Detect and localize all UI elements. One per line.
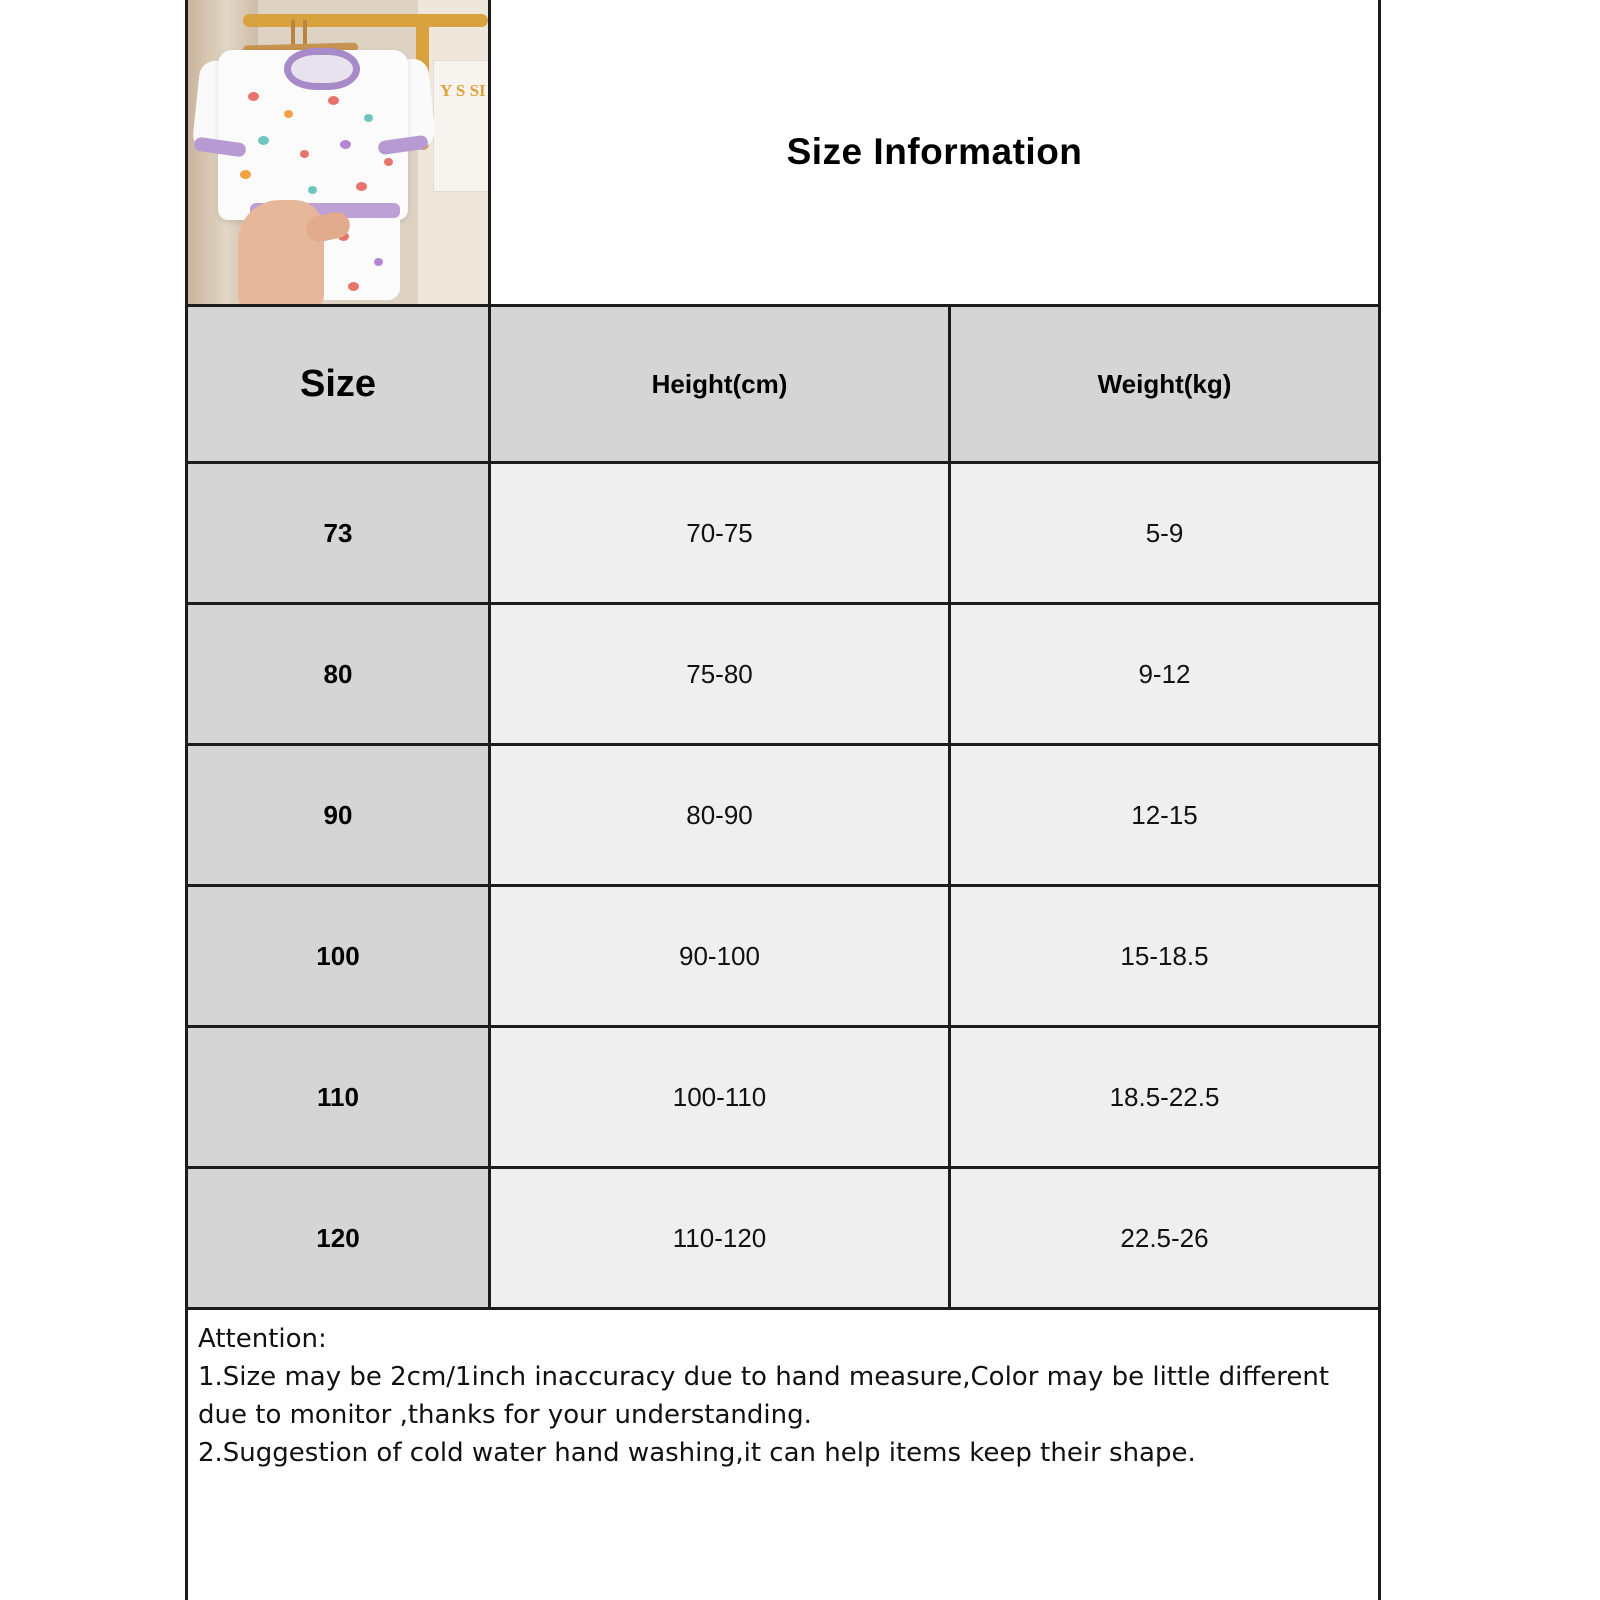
- photo-card-text: Y S SI: [440, 81, 486, 100]
- table-row: [188, 1028, 1378, 1169]
- table-header-row: [188, 307, 1378, 464]
- cell-size: [188, 605, 491, 743]
- photo-print-dot: [300, 150, 309, 158]
- photo-print-dot: [328, 96, 339, 105]
- attention-note-2: 2.Suggestion of cold water hand washing,it can help items keep their shape.: [198, 1438, 1196, 1468]
- header-label-size: Size: [299, 362, 377, 405]
- photo-print-dot: [348, 282, 359, 291]
- value-weight: 12-15: [1131, 799, 1198, 830]
- cell-height: [491, 464, 951, 602]
- photo-shirt-collar: [284, 48, 360, 90]
- cell-height: [491, 605, 951, 743]
- size-chart-sheet: [185, 0, 1381, 1600]
- photo-print-dot: [364, 114, 373, 122]
- value-weight: 9-12: [1138, 658, 1191, 689]
- cell-height: [491, 887, 951, 1025]
- cell-size: [188, 746, 491, 884]
- photo-print-dot: [248, 92, 259, 101]
- product-photo-cell: [188, 0, 491, 304]
- cell-size: [188, 1169, 491, 1307]
- value-height: 80-90: [686, 799, 753, 830]
- attention-note-1: 1.Size may be 2cm/1inch inaccuracy due to hand measure,Color may be little different due to monitor ,thanks for your understanding.: [198, 1362, 1330, 1430]
- value-height: 70-75: [686, 517, 753, 548]
- title-cell: [491, 0, 1378, 304]
- header-cell-height: [491, 307, 951, 461]
- cell-weight: [951, 605, 1378, 743]
- photo-hand: [238, 200, 324, 304]
- photo-print-dot: [258, 136, 269, 145]
- cell-size: [188, 1028, 491, 1166]
- value-weight: 15-18.5: [1120, 940, 1209, 971]
- value-weight: 22.5-26: [1120, 1222, 1209, 1253]
- value-height: 90-100: [679, 940, 760, 971]
- value-weight: 5-9: [1145, 517, 1184, 548]
- value-size: 80: [323, 658, 353, 689]
- attention-section: [188, 1312, 1378, 1472]
- header-cell-weight: [951, 307, 1378, 461]
- value-weight: 18.5-22.5: [1109, 1081, 1220, 1112]
- value-height: 75-80: [686, 658, 753, 689]
- header-cell-size: [188, 307, 491, 461]
- photo-print-dot: [384, 158, 393, 166]
- photo-print-dot: [374, 258, 383, 266]
- table-row: [188, 464, 1378, 605]
- photo-print-dot: [308, 186, 317, 194]
- photo-print-dot: [340, 140, 351, 149]
- value-size: 120: [316, 1222, 360, 1253]
- cell-height: [491, 1028, 951, 1166]
- cell-weight: [951, 746, 1378, 884]
- photo-clothes-rail: [243, 14, 488, 27]
- value-height: 110-120: [672, 1222, 767, 1253]
- photo-print-dot: [284, 110, 293, 118]
- page-title: Size Information: [786, 131, 1083, 172]
- photo-print-dot: [240, 170, 251, 179]
- table-row: [188, 1169, 1378, 1310]
- header-row: [188, 0, 1378, 307]
- cell-size: [188, 464, 491, 602]
- cell-height: [491, 1169, 951, 1307]
- cell-weight: [951, 1028, 1378, 1166]
- table-row: [188, 887, 1378, 1028]
- value-size: 100: [316, 940, 360, 971]
- header-label-height: Height(cm): [651, 368, 788, 399]
- value-size: 110: [317, 1081, 359, 1112]
- table-row: [188, 605, 1378, 746]
- header-label-weight: Weight(kg): [1097, 368, 1232, 399]
- size-table: [188, 307, 1378, 1310]
- cell-height: [491, 746, 951, 884]
- cell-weight: [951, 887, 1378, 1025]
- cell-size: [188, 887, 491, 1025]
- value-size: 73: [323, 517, 353, 548]
- cell-weight: [951, 464, 1378, 602]
- value-size: 90: [323, 799, 353, 830]
- photo-print-dot: [356, 182, 367, 191]
- value-height: 100-110: [672, 1081, 767, 1112]
- attention-heading: Attention:: [198, 1324, 327, 1354]
- table-row: [188, 746, 1378, 887]
- cell-weight: [951, 1169, 1378, 1307]
